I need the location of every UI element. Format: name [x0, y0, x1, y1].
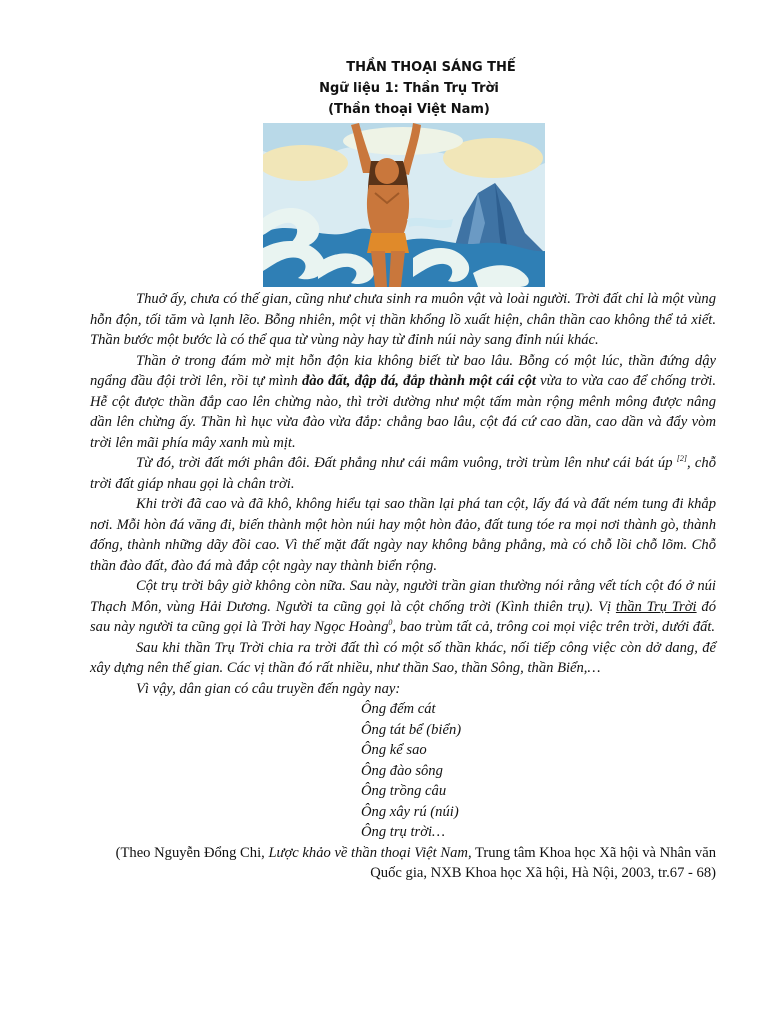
poem-line: Ông tát bể (biển)	[361, 721, 462, 738]
poem-line: Ông xây rú (núi)	[361, 803, 459, 820]
poem-line: Ông kể sao	[361, 742, 427, 758]
paragraph-5-underlined: thần Trụ Trời	[615, 598, 697, 615]
paragraph-6: Sau khi thần Trụ Trời chia ra trời đất thì có một số thần khác, nối tiếp công việc còn dở dang, để xây dựng nên thế gian. Các vị thần đó rất nhiều, như thần Sao, thần Sông, thần Biển,…	[90, 639, 716, 676]
poem-line: Ông đếm cát	[361, 701, 436, 717]
paragraph-2	[90, 351, 716, 454]
story-body	[90, 289, 716, 884]
paragraph-5-part-c: , bao trùm tất cả, trông coi mọi việc trên trời, dưới đất.	[392, 619, 716, 635]
paragraph-3-part-a: Từ đó, trời đất mới phân đôi. Đất phẳng như cái mâm vuông, trời trùm lên như cái bát úp	[136, 455, 677, 471]
document-subtitle: Ngữ liệu 1: Thần Trụ Trời	[319, 81, 499, 96]
paragraph-4: Khi trời đã cao và đã khô, không hiểu tại sao thần lại phá tan cột, lấy đá và đất ném tung đi khắp nơi. Mỗi hòn đá văng đi, biến thành một hòn núi hay một hòn đảo, đất tung tóe ra mọi nơi thành gò, thành đống, thành những dãy đồi cao. Vì thế mặt đất ngày nay không bằng phẳng, mà có chỗ lồi chỗ lõm. Chỗ thần đào đất, đào đá mà đắp cột ngày nay thành biển rộng.	[90, 496, 716, 574]
paragraph-5-part-b: đó sau này người ta cũng gọi là Trời hay Ngọc Hoàng	[90, 598, 716, 635]
poem-line: Ông trụ trời…	[361, 824, 446, 840]
source-book-title: Lược khảo về thần thoại Việt Nam	[268, 844, 468, 861]
footnote-ref-2: [2]	[676, 454, 687, 464]
paragraph-3	[90, 453, 716, 494]
document-origin: (Thần thoại Việt Nam)	[328, 102, 490, 117]
source-citation-line-2: Quốc gia, NXB Khoa học Xã hội, Hà Nội, 2003, tr.67 - 68)	[370, 865, 716, 881]
paragraph-1: Thuở ấy, chưa có thế gian, cũng như chưa sinh ra muôn vật và loài người. Trời đất chỉ là một vùng hỗn độn, tối tăm và lạnh lẽo. Bỗng nhiên, một vị thần khổng lồ xuất hiện, chân thần cao không thể tả xiết. Thần bước một bước là có thể qua từ vùng này hay từ đỉnh núi này sang đỉnh núi khác.	[90, 291, 716, 348]
paragraph-5-part-a: Cột trụ trời bây giờ không còn nữa. Sau này, người trần gian thường nói rằng vết tích cột đó ở núi Thạch Môn, vùng Hải Dương. Người ta cũng gọi là cột chống trời (Kình thiên trụ). Vị	[90, 578, 716, 615]
source-citation	[90, 843, 716, 864]
paragraph-2-part-b: vừa to vừa cao để chống trời. Hễ cột được thần đắp cao lên chừng nào, thì trời dường như một tấm màn rộng mênh mông được nâng dần lên chừng ấy. Thần hì hục vừa đào vừa đắp: chẳng bao lâu, cột đá cứ cao dần, cao dần và đẩy vòm trời lên mãi phía mây xanh mù mịt.	[90, 373, 716, 451]
poem-line: Ông trồng câu	[361, 783, 447, 799]
paragraph-7: Vì vậy, dân gian có câu truyền đến ngày nay:	[136, 680, 401, 697]
paragraph-3-part-b: , chỗ trời đất giáp nhau gọi là chân trời.	[90, 455, 716, 492]
source-suffix: , Trung tâm Khoa học Xã hội và Nhân văn	[467, 844, 716, 861]
paragraph-5	[90, 576, 716, 638]
paragraph-2-bold: đào đất, đập đá, đắp thành một cái cột	[302, 373, 536, 389]
paragraph-2-part-a: Thần ở trong đám mờ mịt hỗn độn kia không biết từ bao lâu. Bỗng có một lúc, thần đứng dậy ngẩng đầu đội trời lên, rồi tự mình	[90, 352, 716, 389]
source-prefix: (Theo Nguyễn Đổng Chi,	[115, 844, 269, 861]
poem-line: Ông đào sông	[361, 762, 443, 779]
giant-holding-sky-illustration	[263, 123, 545, 287]
document-title: THẦN THOẠI SÁNG THẾ	[346, 60, 516, 75]
folk-poem	[90, 699, 716, 843]
footnote-ref-0: 0	[388, 618, 393, 628]
